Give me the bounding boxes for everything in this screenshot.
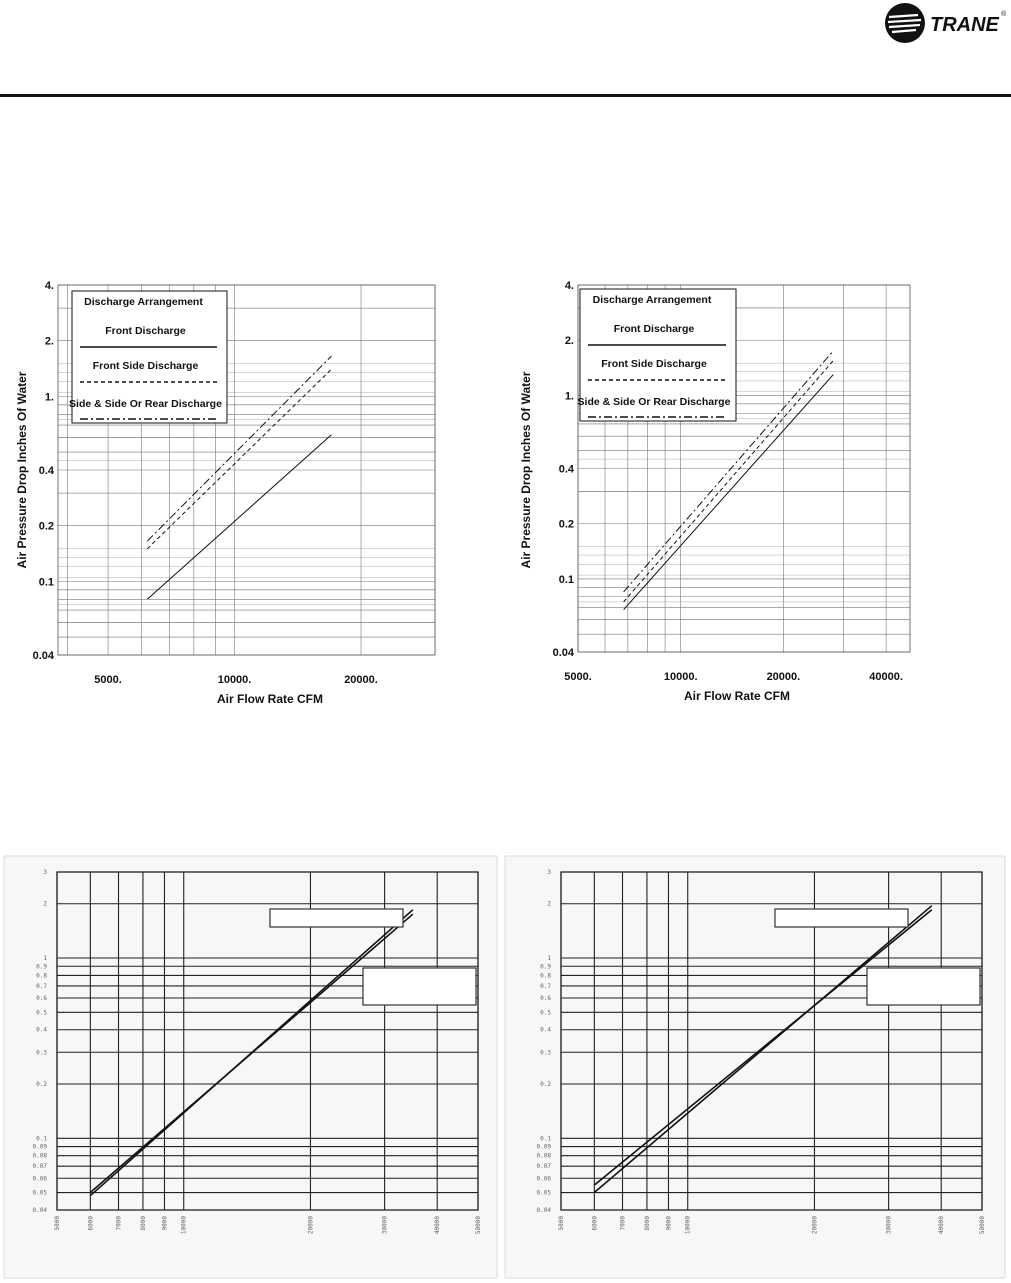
x-tick-label: 5000. (94, 674, 122, 686)
legend-entry-label: Side & Side Or Rear Discharge (577, 396, 731, 408)
x-tick-label: 7000 (115, 1216, 123, 1231)
blank-callout-box (775, 909, 908, 927)
y-tick-label: 0.7 (540, 982, 551, 990)
legend-title: Discharge Arrangement (592, 294, 712, 306)
blank-callout-box (363, 968, 476, 1005)
y-tick-label: 0.06 (536, 1175, 551, 1183)
chart-bottom-right (503, 852, 1008, 1282)
y-tick-label: 0.04 (32, 1207, 47, 1214)
y-axis-title: Air Pressure Drop Inches Of Water (519, 371, 533, 569)
y-tick-label: 0.8 (36, 972, 47, 980)
y-tick-label: 0.1 (540, 1135, 551, 1143)
legend-entry-label: Front Side Discharge (92, 360, 199, 372)
legend (69, 291, 227, 423)
y-tick-label: 0.5 (540, 1009, 551, 1017)
blank-callout-box (270, 909, 403, 927)
y-tick-label: 0.04 (536, 1207, 551, 1214)
y-tick-label: 2. (44, 335, 54, 348)
y-tick-label: 0.2 (38, 520, 54, 533)
y-tick-label: 0.09 (32, 1143, 47, 1151)
y-tick-label: 0.6 (36, 994, 47, 1002)
y-tick-label: 0.07 (32, 1163, 47, 1171)
y-tick-label: 0.08 (32, 1152, 47, 1160)
x-tick-label: 10000. (217, 674, 252, 686)
scan-background (4, 856, 497, 1278)
y-tick-label: 0.4 (558, 463, 574, 476)
y-tick-label: 0.2 (558, 518, 574, 531)
y-tick-label: 0.05 (536, 1189, 551, 1197)
y-tick-label: 0.8 (540, 972, 551, 980)
y-tick-label: 0.2 (540, 1081, 551, 1089)
header-divider (0, 94, 1011, 97)
x-tick-label: 30000 (885, 1216, 893, 1235)
y-tick-label: 2 (43, 900, 47, 908)
x-tick-label: 5000. (564, 671, 592, 683)
x-tick-label: 5000 (558, 1216, 565, 1231)
y-tick-label: 0.4 (38, 465, 54, 477)
y-tick-label: 0.4 (540, 1026, 551, 1034)
y-tick-label: 1 (43, 955, 47, 963)
x-tick-label: 20000 (811, 1216, 819, 1235)
x-tick-label: 50000 (979, 1216, 986, 1235)
y-tick-label: 3 (547, 869, 551, 876)
y-tick-label: 0.07 (536, 1163, 551, 1171)
chart-top-left (0, 255, 470, 725)
x-axis-title: Air Flow Rate CFM (683, 689, 791, 703)
y-tick-label: 1. (564, 390, 574, 403)
trane-logo (884, 2, 1008, 44)
x-tick-label: 10000 (684, 1216, 692, 1235)
y-axis-title: Air Pressure Drop Inches Of Water (15, 371, 29, 569)
y-tick-label: 0.4 (36, 1026, 47, 1034)
x-tick-label: 20000 (307, 1216, 315, 1235)
x-tick-label: 9000 (665, 1216, 673, 1231)
y-tick-label: 0.7 (36, 982, 47, 990)
y-tick-label: 0.04 (552, 647, 574, 659)
y-tick-label: 0.1 (36, 1135, 47, 1143)
y-tick-label: 4. (564, 280, 574, 292)
x-tick-label: 10000. (663, 671, 698, 683)
x-tick-label: 20000. (344, 674, 378, 686)
x-tick-label: 40000 (434, 1216, 442, 1235)
y-tick-label: 0.1 (38, 576, 54, 589)
y-tick-label: 1 (547, 955, 551, 963)
y-tick-label: 0.06 (32, 1175, 47, 1183)
y-tick-label: 2 (547, 900, 551, 908)
scan-background (505, 856, 1005, 1278)
x-tick-label: 8000 (643, 1216, 651, 1231)
y-tick-label: 4. (44, 280, 54, 292)
brand-name: TRANE (930, 14, 999, 36)
y-tick-label: 2. (564, 335, 574, 348)
y-tick-label: 0.08 (536, 1152, 551, 1160)
x-tick-label: 6000 (87, 1216, 95, 1231)
x-tick-label: 8000 (139, 1216, 147, 1231)
legend-entry-label: Front Discharge (105, 325, 186, 337)
trademark: ® (1001, 11, 1007, 18)
x-tick-label: 20000. (766, 671, 801, 683)
y-tick-label: 0.04 (32, 650, 54, 662)
y-tick-label: 0.2 (36, 1081, 47, 1089)
x-tick-label: 50000 (475, 1216, 482, 1235)
chart-bottom-left (0, 852, 500, 1282)
x-tick-label: 5000 (54, 1216, 61, 1231)
y-tick-label: 3 (43, 869, 47, 876)
legend-entry-label: Side & Side Or Rear Discharge (69, 398, 222, 410)
y-tick-label: 0.5 (36, 1009, 47, 1017)
legend-entry-label: Front Discharge (613, 323, 695, 335)
x-tick-label: 10000 (180, 1216, 188, 1235)
y-tick-label: 0.6 (540, 994, 551, 1002)
logo-disc-icon (885, 3, 925, 43)
y-tick-label: 0.3 (540, 1049, 551, 1057)
y-tick-label: 0.9 (540, 963, 551, 971)
y-tick-label: 0.05 (32, 1189, 47, 1197)
y-tick-label: 0.09 (536, 1143, 551, 1151)
y-tick-label: 0.3 (36, 1049, 47, 1057)
chart-top-right (500, 255, 970, 725)
x-tick-label: 9000 (161, 1216, 169, 1231)
y-tick-label: 1. (44, 391, 54, 404)
legend-entry-label: Front Side Discharge (601, 358, 707, 370)
x-tick-label: 6000 (591, 1216, 599, 1231)
legend-title: Discharge Arrangement (84, 296, 203, 308)
y-tick-label: 0.9 (36, 963, 47, 971)
y-tick-label: 0.1 (558, 573, 574, 586)
x-tick-label: 40000 (938, 1216, 946, 1235)
legend (578, 289, 736, 421)
blank-callout-box (867, 968, 980, 1005)
x-tick-label: 40000. (869, 671, 903, 683)
x-tick-label: 7000 (619, 1216, 627, 1231)
x-tick-label: 30000 (381, 1216, 389, 1235)
x-axis-title: Air Flow Rate CFM (216, 692, 324, 706)
